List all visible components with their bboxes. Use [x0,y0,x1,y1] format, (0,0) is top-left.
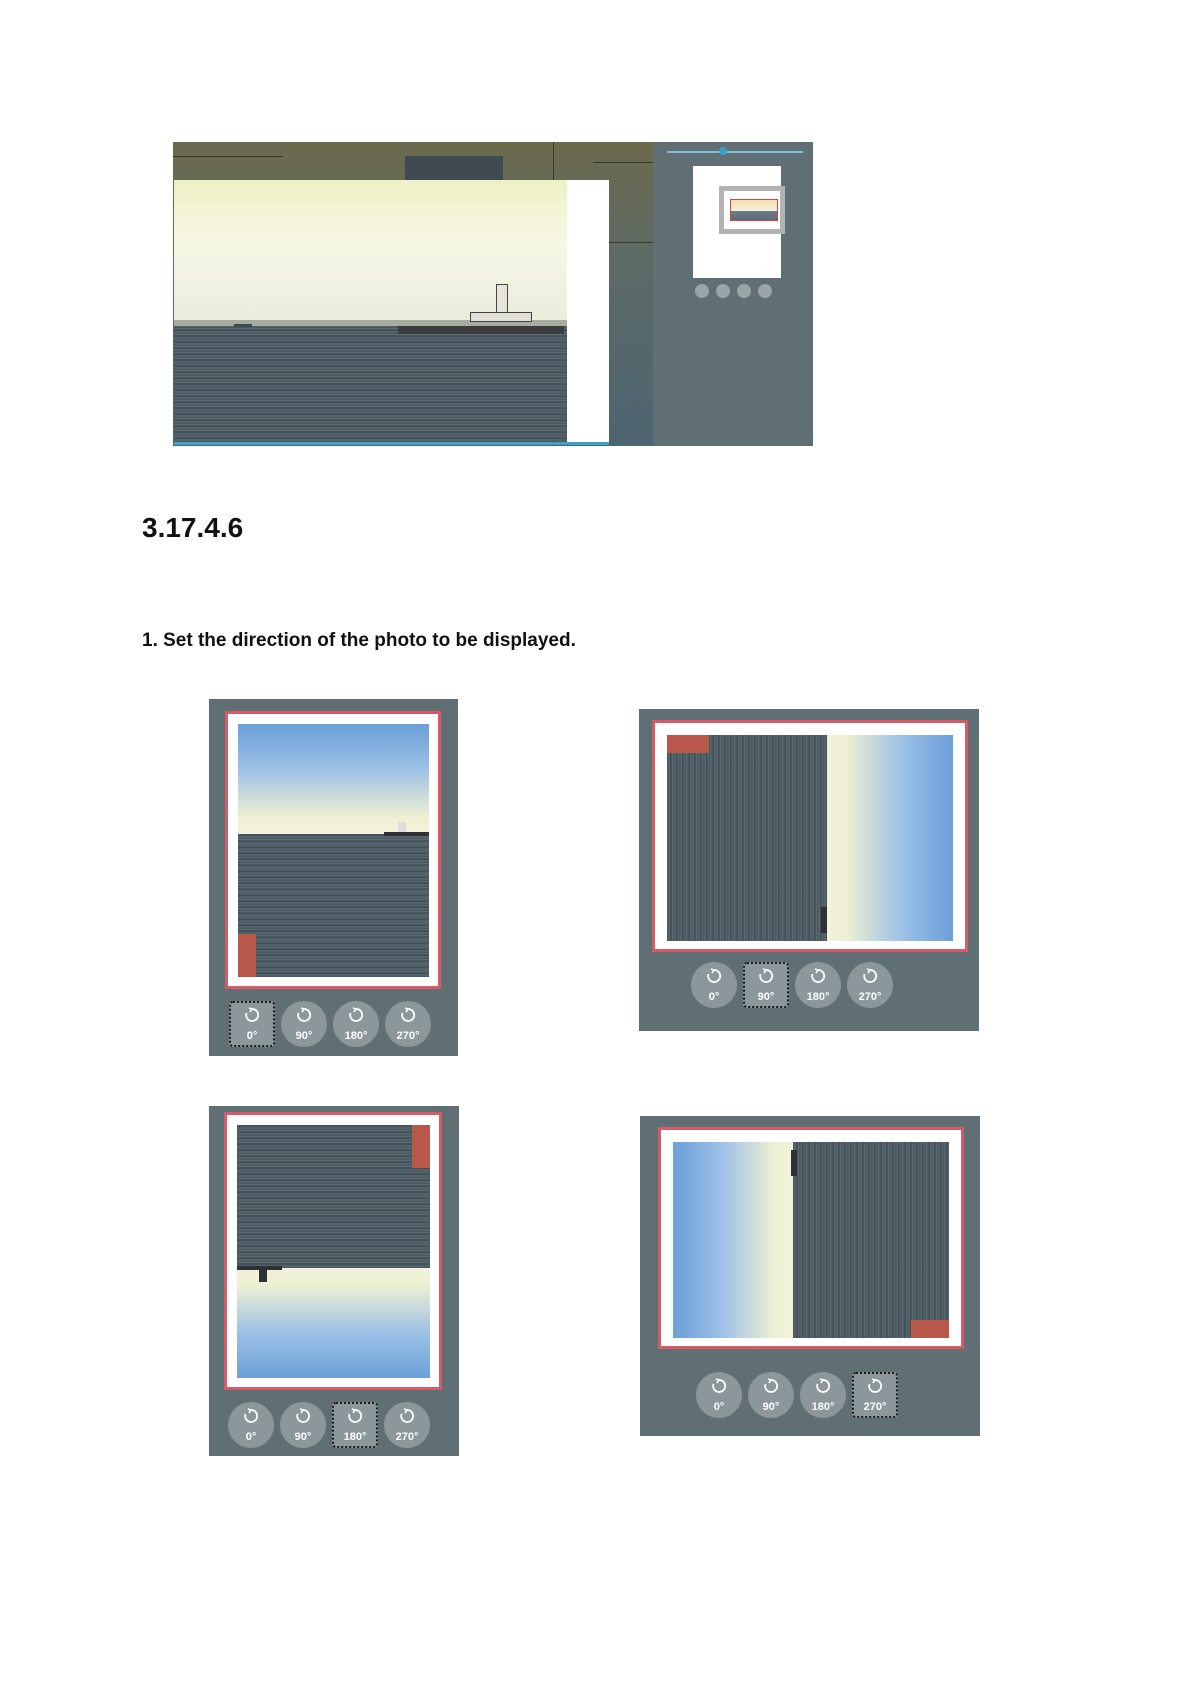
rotate-label: 90° [757,991,775,1003]
photo [238,724,429,977]
rotate-270-button[interactable] [384,1402,430,1448]
rotate-label: 180° [811,1401,835,1413]
chart-info-box [405,156,503,182]
rotation-panel-270 [640,1116,980,1436]
rotate-icon [399,1408,415,1424]
rotate-label: 90° [294,1431,312,1443]
rotate-label: 90° [762,1401,780,1413]
rotate-label: 270° [858,991,882,1003]
rotate-icon [348,1007,364,1023]
rotate-label: 180° [344,1030,368,1042]
rotate-icon [243,1408,259,1424]
preview-thumbnail [730,199,778,221]
rotate-270-button-small[interactable] [758,284,772,298]
rotate-icon [862,968,878,984]
rotate-label: 180° [343,1431,367,1443]
rotate-icon [296,1007,312,1023]
rotate-90-button[interactable] [281,1001,327,1047]
zoom-slider[interactable] [667,151,803,153]
photo-card [225,711,441,989]
rotate-180-button[interactable] [332,1402,378,1448]
rotate-180-button[interactable] [333,1001,379,1047]
preview-card [693,166,781,278]
rotate-label: 270° [396,1030,420,1042]
rotate-180-button-small[interactable] [737,284,751,298]
rotate-0-button[interactable] [691,962,737,1008]
rotate-0-button[interactable] [228,1402,274,1448]
rotate-label: 270° [395,1431,419,1443]
rotate-0-button[interactable] [696,1372,742,1418]
photo [667,735,953,941]
rotate-icon [347,1408,363,1424]
rotate-icon [244,1007,260,1023]
rotate-icon [810,968,826,984]
photo-card [652,720,968,952]
rotate-label: 270° [863,1401,887,1413]
photo-card [658,1127,964,1349]
rotate-270-button[interactable] [852,1372,898,1418]
rotate-icon [706,968,722,984]
photo [237,1125,430,1378]
rotate-label: 0° [713,1401,725,1413]
app-screenshot [173,142,813,446]
instruction-text: 1. Set the direction of the photo to be displayed. [142,630,576,651]
rotate-icon [295,1408,311,1424]
rotation-panel-0 [209,699,458,1056]
rotate-label: 90° [295,1030,313,1042]
rotate-label: 0° [246,1030,258,1042]
rotate-270-button[interactable] [847,962,893,1008]
rotate-180-button[interactable] [795,962,841,1008]
rotate-label: 0° [245,1431,257,1443]
photo [673,1142,949,1338]
rotate-0-button-small[interactable] [695,284,709,298]
rotation-panel-90 [639,709,979,1031]
photo-card [224,1112,442,1390]
rotate-icon [711,1378,727,1394]
rotate-90-button[interactable] [748,1372,794,1418]
rotate-icon [763,1378,779,1394]
preview-frame[interactable] [719,186,785,234]
rotate-icon [867,1378,883,1394]
rotate-label: 180° [806,991,830,1003]
rotate-0-button[interactable] [229,1001,275,1047]
section-number: 3.17.4.6 [142,512,244,543]
rotation-panel-180 [209,1106,459,1456]
rotate-180-button[interactable] [800,1372,846,1418]
rotate-icon [758,968,774,984]
zoom-slider-thumb[interactable] [719,147,727,155]
rotate-label: 0° [708,991,720,1003]
rotate-icon [815,1378,831,1394]
rotate-icon [400,1007,416,1023]
rotate-90-button[interactable] [280,1402,326,1448]
rotate-270-button[interactable] [385,1001,431,1047]
rotate-90-button[interactable] [743,962,789,1008]
rotate-90-button-small[interactable] [716,284,730,298]
preview-panel [653,142,813,446]
photo-view [174,180,609,445]
